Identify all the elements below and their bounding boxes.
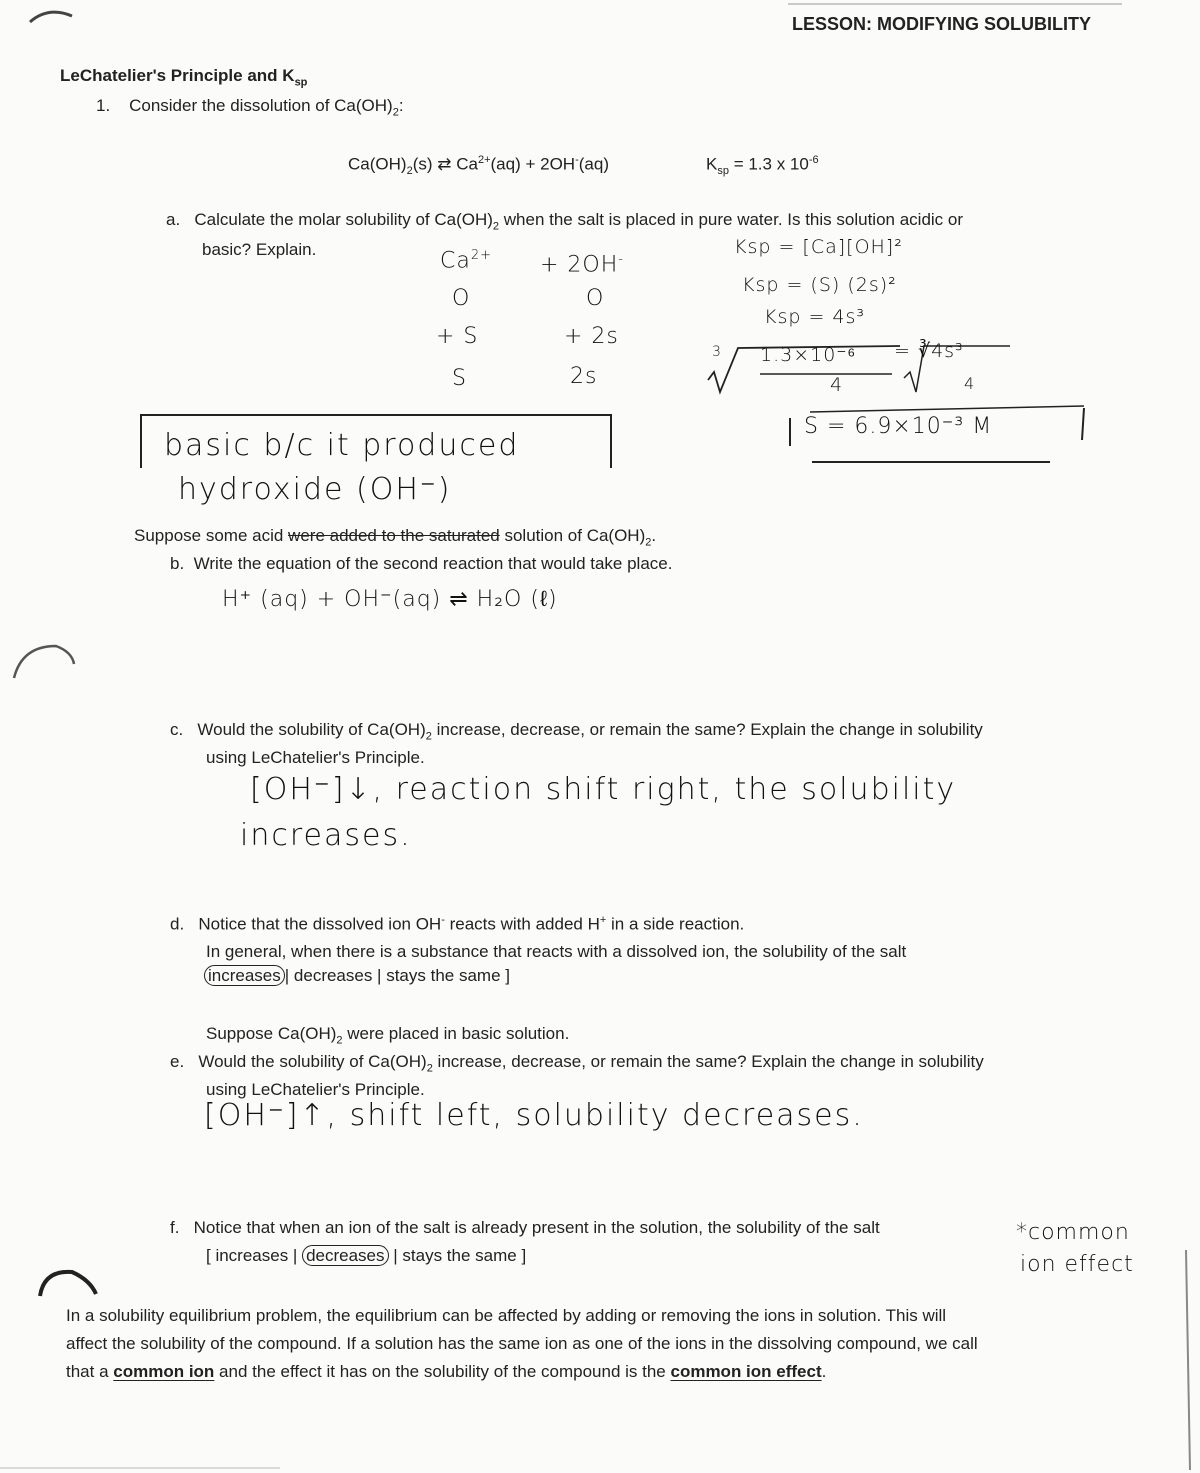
right-edge-line — [1186, 1250, 1190, 1470]
part-d-prompt-line2: In general, when there is a substance that reacts with a dissolved ion, the solubility of the salt — [206, 942, 907, 961]
part-letter: f. — [170, 1218, 180, 1237]
question-number: 1. — [96, 96, 111, 115]
answer-box-right — [1082, 408, 1084, 440]
part-c-prompt: c. Would the solubility of $Ca(OH)_2$ increase, decrease, or remain the same? Explain the change in solubility — [170, 720, 983, 743]
dissolution-equation: $Ca(OH)_2(s)$ ⇄ $Ca^{2+}(aq) + 2OH^-(aq)$ — [348, 154, 609, 178]
closing-paragraph-line1: In a solubility equilibrium problem, the equilibrium can be affected by adding or removing the ions in solution. This will — [66, 1306, 947, 1325]
acid-added-statement: Suppose some acid were added to the saturated solution of $Ca(OH)_2$. — [134, 526, 657, 549]
hw-change-oh: + 2s — [564, 324, 619, 349]
part-f-options: [ increases | decreases | stays the same ] — [206, 1246, 527, 1265]
hw-initial-ca: O — [452, 286, 471, 311]
hw-ca-ion: $Ca^{2+}$ — [440, 248, 493, 274]
part-a-prompt-line2: basic? Explain. — [202, 240, 317, 259]
hw-part-c-answer-line2: increases. — [240, 818, 412, 853]
part-e-prompt: e. Would the solubility of $Ca(OH)_2$ increase, decrease, or remain the same? Explain the change in solubility — [170, 1052, 984, 1075]
top-left-hole-punch-mark — [30, 12, 72, 22]
part-letter: b. — [170, 554, 185, 573]
hw-common-note-line1: *common — [1016, 1220, 1130, 1245]
part-letter: a. — [166, 210, 181, 229]
lower-left-hole-punch-mark — [40, 1272, 96, 1296]
closing-paragraph-line2: affect the solubility of the compound. If a solution has the same ion as one of the ions in the dissolving compound, we call — [66, 1334, 978, 1353]
part-a-prompt: a. Calculate the molar solubility of $Ca(OH)_2$ when the salt is placed in pure water. Is this solution acidic or — [166, 210, 964, 233]
hw-cuberoot-numerator: 1.3×10⁻⁶ — [760, 344, 857, 366]
hw-ksp-simplified: Ksp = 4s³ — [764, 306, 866, 328]
part-d-options: increases | decreases | stays the same ] — [204, 966, 510, 986]
hw-equil-oh: 2s — [570, 364, 598, 389]
part-letter: e. — [170, 1052, 185, 1071]
hw-neutralization-equation: H⁺ (aq) + OH⁻(aq) ⇌ H₂O (ℓ) — [222, 587, 558, 612]
question-1: 1. Consider the dissolution of $Ca(OH)_2$: — [96, 96, 404, 119]
ksp-value: $K_{sp} = 1.3$ x $10^{-6}$ — [706, 154, 819, 178]
hw-part-e-answer: [OH⁻]↑, shift left, solubility decreases. — [204, 1098, 864, 1133]
circled-answer-decreases: decreases — [302, 1245, 388, 1266]
hw-oh-ion: + 2OH- — [540, 252, 624, 278]
hw-cuberoot-index: 3 — [712, 344, 722, 360]
left-hole-punch-mark — [14, 646, 74, 678]
basic-solution-statement: Suppose $Ca(OH)_2$ were placed in basic solution. — [206, 1024, 570, 1047]
answer-box-top — [810, 406, 1084, 412]
equilibrium-arrow-icon: ⇄ — [437, 154, 452, 174]
term-common-ion: common ion — [113, 1362, 215, 1381]
hw-change-ca: + S — [436, 324, 479, 349]
term-common-ion-effect: common ion effect — [670, 1362, 822, 1381]
hw-basic-line1: basic b/c it produced — [164, 428, 520, 463]
part-d-prompt: d. Notice that the dissolved ion OH- reacts with added H+ in a side reaction. — [170, 914, 745, 934]
part-b-prompt: b. Write the equation of the second reaction that would take place. — [170, 554, 673, 573]
part-e-prompt-line2: using LeChatelier's Principle. — [206, 1080, 425, 1099]
lesson-title: LESSON: MODIFYING SOLUBILITY — [792, 14, 1092, 34]
hw-basic-line2: hydroxide (OH⁻) — [178, 472, 452, 507]
hw-ksp-substitution: Ksp = (S) (2s)² — [742, 274, 897, 296]
part-letter: d. — [170, 914, 185, 934]
hw-denominator-right: 4 — [964, 374, 976, 393]
section-title: LeChatelier's Principle and $K_{sp}$ — [60, 66, 308, 89]
circled-answer-increases: increases — [204, 965, 285, 986]
part-letter: c. — [170, 720, 184, 739]
hw-initial-oh: O — [586, 286, 605, 311]
part-c-prompt-line2: using LeChatelier's Principle. — [206, 748, 425, 767]
hw-ksp-expression: Ksp = [Ca][OH]² — [734, 236, 903, 258]
part-f-prompt: f. Notice that when an ion of the salt is already present in the solution, the solubility of the salt — [170, 1218, 880, 1237]
closing-paragraph-line3: that a common ion and the effect it has on the solubility of the compound is the common ion effect. — [66, 1362, 827, 1381]
hw-part-c-answer-line1: [OH⁻]↓, reaction shift right, the solubility — [250, 772, 957, 807]
hw-cuberoot-equality: = ∛4s³ — [894, 340, 964, 362]
hw-equil-ca: S — [452, 366, 467, 391]
hw-molar-solubility-answer: S = 6.9×10⁻³ M — [804, 414, 993, 439]
hw-common-note-line2: ion effect — [1020, 1252, 1134, 1277]
hw-denominator-left: 4 — [830, 374, 844, 396]
